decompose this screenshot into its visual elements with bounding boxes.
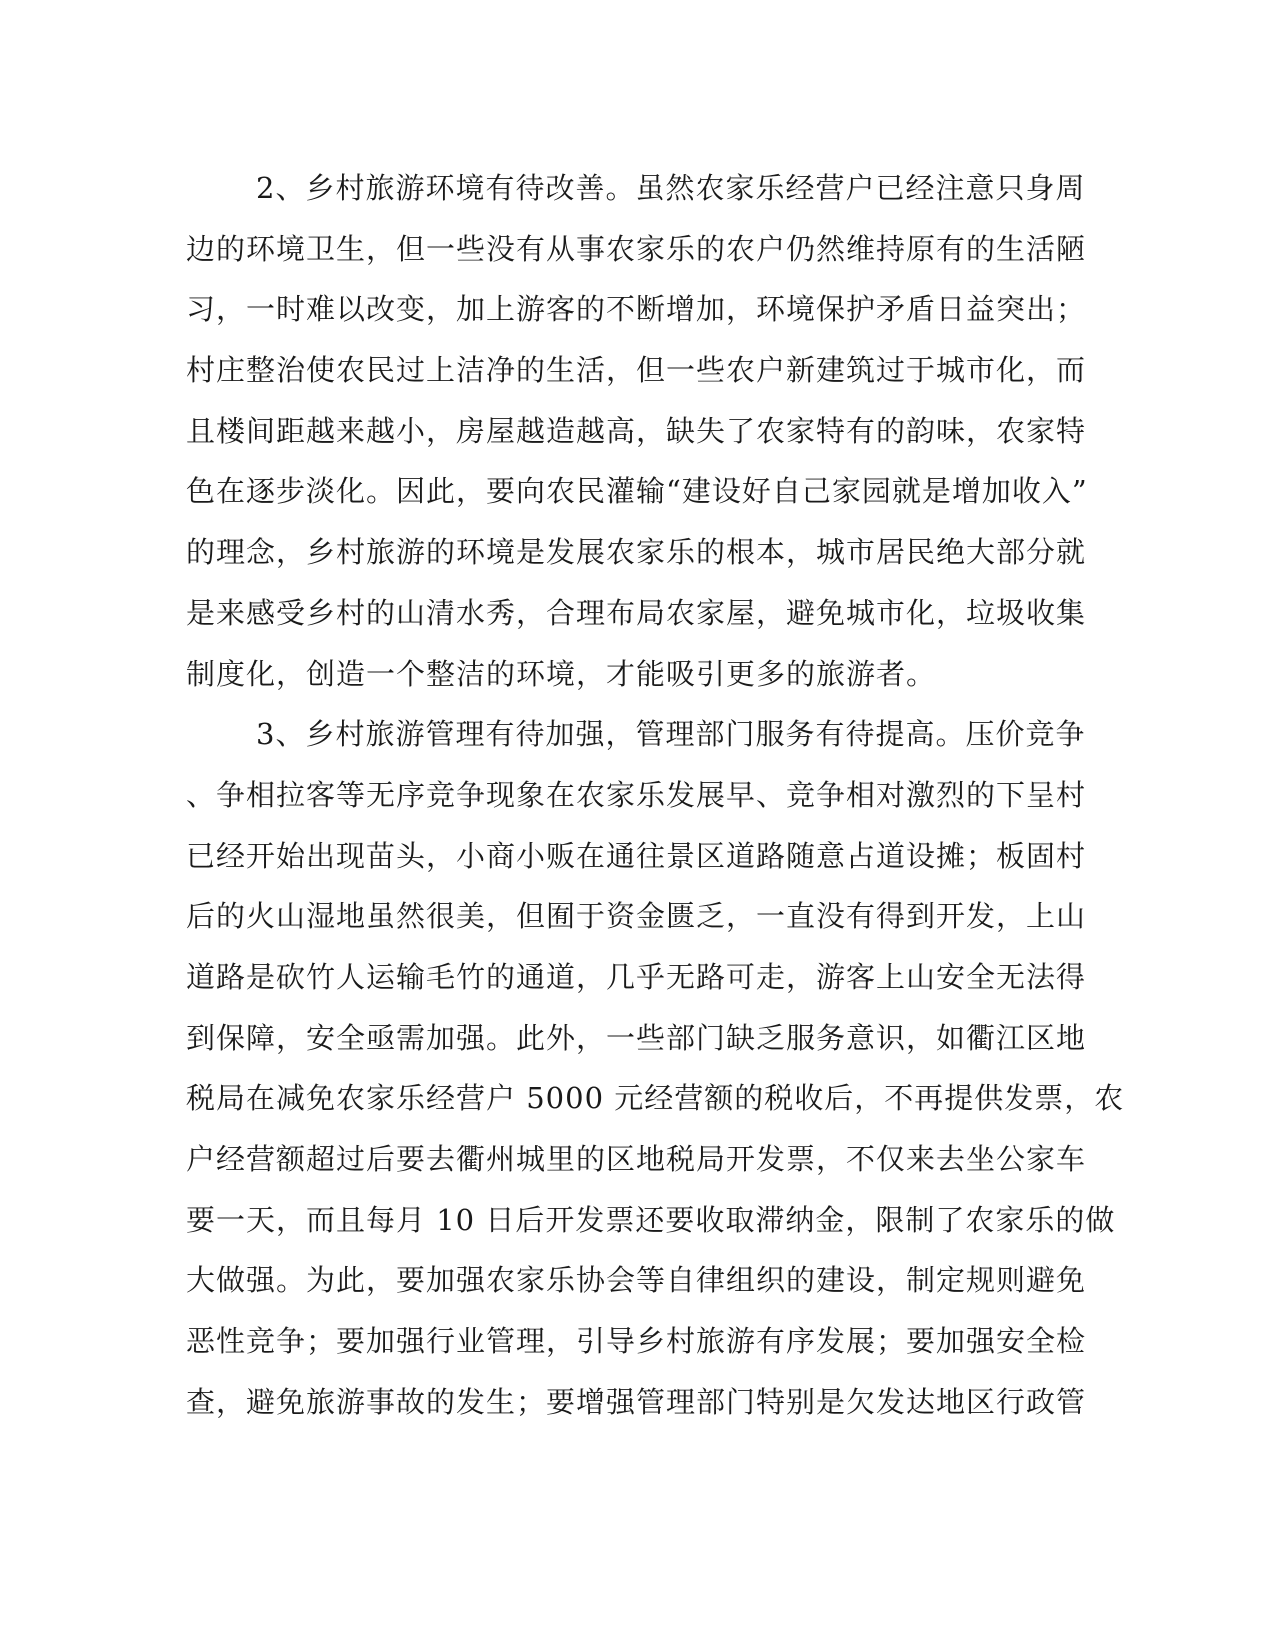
text-line: 查，避免旅游事故的发生；要增强管理部门特别是欠发达地区行政管 xyxy=(186,1384,1087,1419)
text-line: 3、乡村旅游管理有待加强，管理部门服务有待提高。压价竞争 xyxy=(256,717,1086,752)
text-line: 村庄整治使农民过上洁净的生活，但一些农户新建筑过于城市化，而 xyxy=(186,353,1087,388)
text-line: 、争相拉客等无序竞争现象在农家乐发展早、竞争相对激烈的下呈村 xyxy=(186,777,1087,812)
paragraph-3 xyxy=(186,704,1125,1432)
text-line: 是来感受乡村的山清水秀，合理布局农家屋，避免城市化，垃圾收集 xyxy=(186,595,1087,630)
text-line: 后的火山湿地虽然很美，但囿于资金匮乏，一直没有得到开发，上山 xyxy=(186,899,1087,934)
body-text xyxy=(186,158,1125,1432)
text-line: 习，一时难以改变，加上游客的不断增加，环境保护矛盾日益突出； xyxy=(186,292,1087,327)
text-line: 边的环境卫生，但一些没有从事农家乐的农户仍然维持原有的生活陋 xyxy=(186,231,1087,266)
paragraph-2 xyxy=(186,158,1088,704)
text-line: 制度化，创造一个整洁的环境，才能吸引更多的旅游者。 xyxy=(186,656,937,691)
text-line: 已经开始出现苗头，小商小贩在通往景区道路随意占道设摊；板固村 xyxy=(186,838,1087,873)
text-line: 到保障，安全亟需加强。此外，一些部门缺乏服务意识，如衢江区地 xyxy=(186,1020,1087,1055)
text-line: 且楼间距越来越小，房屋越造越高，缺失了农家特有的韵味，农家特 xyxy=(186,413,1087,448)
text-line: 恶性竞争；要加强行业管理，引导乡村旅游有序发展；要加强安全检 xyxy=(186,1324,1087,1359)
text-line: 要一天，而且每月 10 日后开发票还要收取滞纳金，限制了农家乐的做 xyxy=(186,1202,1116,1237)
text-line: 道路是砍竹人运输毛竹的通道，几乎无路可走，游客上山安全无法得 xyxy=(186,959,1087,994)
text-line: 税局在减免农家乐经营户 5000 元经营额的税收后，不再提供发票，农 xyxy=(186,1081,1125,1116)
text-line: 2、乡村旅游环境有待改善。虽然农家乐经营户已经注意只身周 xyxy=(256,171,1086,205)
text-line: 户经营额超过后要去衢州城里的区地税局开发票，不仅来去坐公家车 xyxy=(186,1142,1087,1176)
text-line: 的理念，乡村旅游的环境是发展农家乐的根本，城市居民绝大部分就 xyxy=(186,535,1087,570)
text-line: 大做强。为此，要加强农家乐协会等自律组织的建设，制定规则避免 xyxy=(186,1263,1087,1298)
text-line: 色在逐步淡化。因此，要向农民灌输“建设好自己家园就是增加收入” xyxy=(186,474,1088,509)
